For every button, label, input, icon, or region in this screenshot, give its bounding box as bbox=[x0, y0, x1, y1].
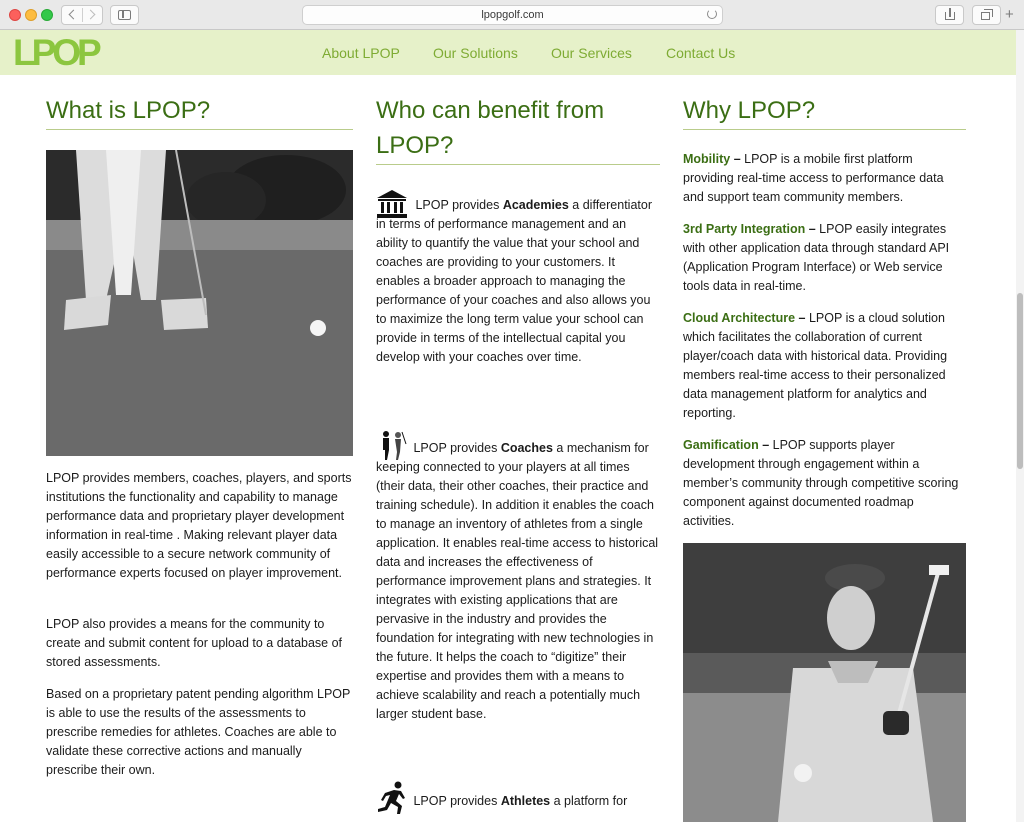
dash: – bbox=[730, 152, 745, 166]
coaches-text: a mechanism for keeping connected to your players at all times (their data, their other coaches, their practice and training schedule). In addition it enables the coach to manage an inventory of athletes from a single application. It enables real-time access to historical data and increases the effectiveness of performance improvement plans and strategies. It integrates with existing applications that are pervasive in the industry and provides the foundation for integrating with new technologies in the future. It helps the coach to “digitize” their expertise and provides them with a means to achieve scalability and reach a potentially much larger student base. bbox=[376, 441, 659, 721]
what-paragraph-2: LPOP also provides a means for the community to create and submit content for upload to a database of stored assessments. bbox=[46, 617, 343, 669]
athletes-paragraph bbox=[376, 781, 660, 811]
what-heading: What is LPOP? bbox=[46, 97, 211, 124]
why-heading: Why LPOP? bbox=[683, 97, 816, 124]
academy-building-icon bbox=[376, 189, 408, 219]
coaches-bold: Coaches bbox=[500, 441, 553, 455]
new-tab-icon[interactable]: + bbox=[1005, 6, 1014, 23]
academies-paragraph bbox=[376, 189, 660, 367]
academies-pre: LPOP provides bbox=[415, 198, 503, 212]
scrollbar-thumb[interactable] bbox=[1017, 293, 1023, 469]
page-scrollbar[interactable] bbox=[1016, 30, 1024, 822]
close-window-button[interactable] bbox=[9, 9, 21, 21]
why-item-title: Gamification bbox=[683, 438, 759, 452]
athletes-text: a platform for bbox=[550, 794, 628, 808]
golfer-feet-photo bbox=[46, 150, 353, 456]
academies-bold: Academies bbox=[502, 198, 569, 212]
nav-contact-us[interactable]: Contact Us bbox=[666, 45, 736, 61]
sidebar-toggle-button[interactable] bbox=[110, 5, 139, 25]
divider bbox=[683, 129, 966, 130]
dash: – bbox=[795, 311, 809, 325]
why-item-3rd-party-integration bbox=[683, 220, 966, 296]
history-nav bbox=[61, 5, 103, 25]
who-heading: Who can benefit from LPOP? bbox=[376, 97, 605, 159]
back-icon[interactable] bbox=[69, 10, 79, 20]
why-item-cloud-architecture bbox=[683, 309, 966, 423]
what-paragraph-3: Based on a proprietary patent pending algorithm LPOP is able to use the results of the assessments to prescribe remedies for athletes. Coaches are able to validate these corrective actions and manually prescribe their own. bbox=[46, 687, 351, 777]
athlete-runner-icon bbox=[376, 781, 408, 815]
why-item-text: LPOP easily integrates with other application data through standard API (Application Program Interface) or Web service tools data in real-time. bbox=[683, 222, 950, 293]
why-item-text: LPOP supports player development through engagement within a member’s community through competitive scoring component against documented roadmap activities. bbox=[683, 438, 959, 528]
academies-text: a differentiator in terms of performance management and an ability to quantify the value that your school and coaches are providing to your customers. It enables a broader approach to managing the performance of your coaches and also allows you to maximize the long term value your school can provide in terms of the intellectual capital you develop with your coaches over time. bbox=[376, 198, 652, 364]
site-logo[interactable] bbox=[13, 31, 98, 75]
golf-photo-illustration bbox=[46, 150, 353, 456]
athletes-pre: LPOP provides bbox=[413, 794, 501, 808]
why-item-title: 3rd Party Integration bbox=[683, 222, 806, 236]
share-arrow-icon bbox=[949, 8, 951, 17]
why-item-gamification bbox=[683, 436, 966, 531]
url-text: lpopgolf.com bbox=[481, 9, 544, 21]
browser-toolbar bbox=[0, 0, 1024, 30]
divider bbox=[82, 8, 83, 22]
site-header bbox=[0, 30, 1024, 75]
share-button[interactable] bbox=[935, 5, 964, 25]
sidebar-icon bbox=[118, 10, 131, 20]
nav-about-lpop[interactable]: About LPOP bbox=[322, 45, 400, 61]
tabs-icon-back bbox=[984, 9, 993, 17]
nav-our-services[interactable]: Our Services bbox=[551, 45, 632, 61]
divider bbox=[46, 129, 353, 130]
coaches-paragraph bbox=[376, 430, 660, 724]
why-item-text: LPOP is a mobile first platform providing real-time access to performance data and support team community members. bbox=[683, 152, 944, 204]
minimize-window-button[interactable] bbox=[25, 9, 37, 21]
show-tabs-button[interactable] bbox=[972, 5, 1001, 25]
nav-our-solutions[interactable]: Our Solutions bbox=[433, 45, 518, 61]
why-item-title: Mobility bbox=[683, 152, 731, 166]
dash: – bbox=[805, 222, 820, 236]
reload-icon[interactable] bbox=[707, 9, 717, 19]
coaches-icon bbox=[376, 430, 408, 462]
logo-text: LPOP bbox=[13, 32, 98, 73]
address-bar[interactable] bbox=[302, 5, 723, 25]
why-item-text: LPOP is a cloud solution which facilitates the collaboration of current player/coach data with historical data. Providing members real-time access to their personalized data management platform for analytics and reporting. bbox=[683, 311, 948, 420]
coaches-pre: LPOP provides bbox=[413, 441, 501, 455]
why-item-mobility bbox=[683, 150, 966, 207]
what-paragraph-1: LPOP provides members, coaches, players, and sports institutions the functionality and capability to manage performance data and proprietary player development information in real-time . Making relevant player data easily accessible to a secure network community of performance experts focused on player improvement. bbox=[46, 471, 352, 580]
athletes-bold: Athletes bbox=[500, 794, 551, 808]
dash: – bbox=[758, 438, 773, 452]
zoom-window-button[interactable] bbox=[41, 9, 53, 21]
golfer-portrait-illustration bbox=[683, 543, 966, 822]
golfer-portrait-photo bbox=[683, 543, 966, 822]
forward-icon[interactable] bbox=[86, 10, 96, 20]
divider bbox=[376, 164, 660, 165]
why-item-title: Cloud Architecture bbox=[683, 311, 796, 325]
